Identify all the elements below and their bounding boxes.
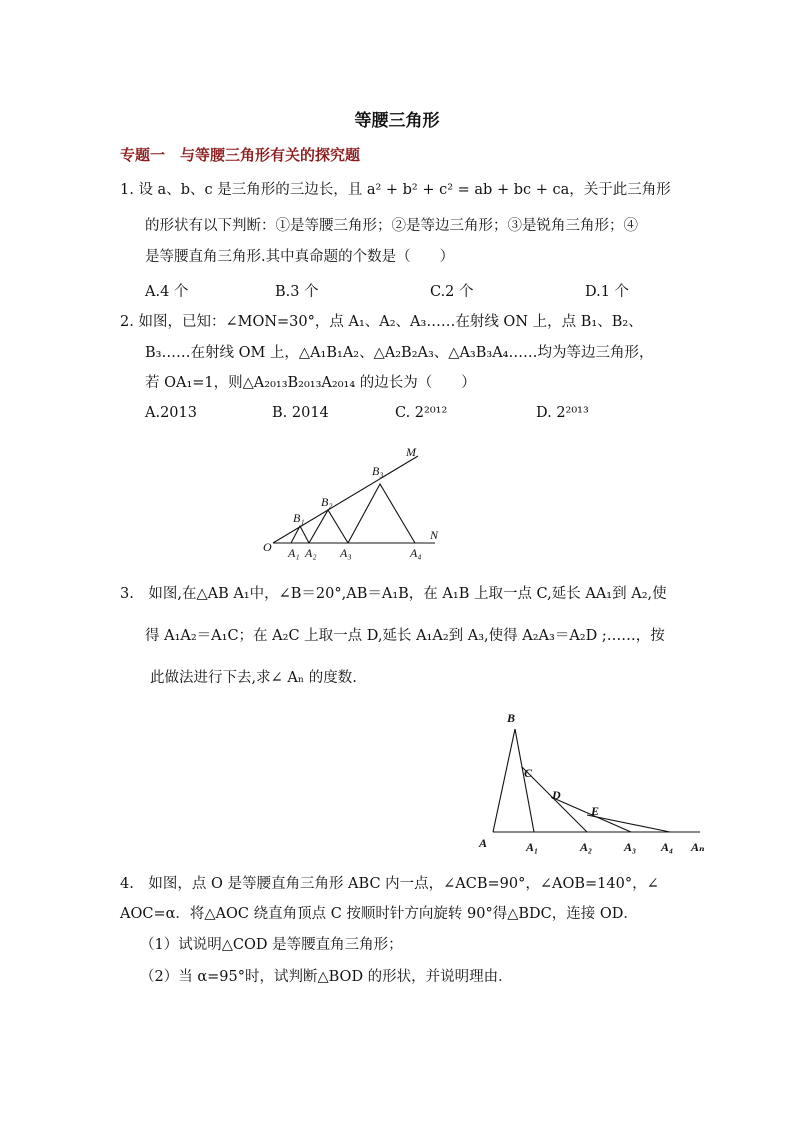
q3-line-2: 得 A₁A₂＝A₁C；在 A₂C 上取一点 D,延长 A₁A₂到 A₃,使得 A₂A₃＝A₂D ;……，按: [145, 628, 665, 644]
q4-line-1: 4. 如图，点 O 是等腰直角三角形 ABC 内一点，∠ACB=90°，∠AOB=140°，∠: [120, 876, 659, 892]
label-e: E: [591, 804, 600, 818]
label-b1: B₁: [293, 511, 305, 525]
label-o: O: [263, 540, 272, 554]
label-a3: A₃: [340, 546, 352, 560]
label-a2: A₂: [580, 840, 593, 854]
q2-line-2: B₃……在射线 OM 上，△A₁B₁A₂、△A₂B₂A₃、△A₃B₃A₄……均为等边三角形，: [145, 345, 654, 361]
q1-option-c: C.2 个: [430, 284, 474, 300]
label-a1: A₁: [288, 546, 300, 560]
label-b3: B₃: [372, 464, 384, 478]
q1-line-2: 的形状有以下判断：①是等腰三角形；②是等边三角形；③是锐角三角形；④: [145, 218, 638, 234]
q3-figure: [475, 705, 720, 863]
label-c: C: [524, 766, 533, 780]
q1-option-d: D.1 个: [585, 284, 630, 300]
label-b2: B₂: [321, 495, 333, 509]
q4-sub-2: （2）当 α=95°时，试判断△BOD 的形状，并说明理由．: [140, 969, 513, 985]
q3-line-1: 3. 如图,在△AB A₁中，∠B＝20°,AB＝A₁B，在 A₁B 上取一点 C,延长 AA₁到 A₂,使: [120, 586, 667, 602]
label-b: B: [507, 711, 516, 725]
label-a1: A₁: [526, 840, 539, 854]
ray-om: [273, 456, 418, 543]
q2-option-a: A.2013: [145, 405, 197, 421]
triangle-a3b3a4: [348, 484, 415, 543]
segment-ba1: [515, 729, 534, 832]
label-a4: A₄: [410, 546, 422, 560]
triangle-a2b2a3: [309, 510, 348, 543]
triangle-a1b1a2: [291, 526, 309, 543]
segment-ea4: [587, 815, 670, 832]
q4-line-2: AOC=α．将△AOC 绕直角顶点 C 按顺时针方向旋转 90°得△BDC，连接 OD．: [120, 906, 638, 922]
q1-line-1: 1. 设 a、b、c 是三角形的三边长，且 a² + b² + c² = ab + bc + ca，关于此三角形: [120, 182, 671, 198]
q2-figure: [255, 440, 455, 565]
label-a4: A₄: [661, 840, 674, 854]
label-n: N: [430, 528, 439, 542]
q2-option-c: C. 2²⁰¹²: [395, 405, 448, 421]
q1-line-3: 是等腰直角三角形.其中真命题的个数是（ ）: [145, 249, 455, 265]
q2-option-d: D. 2²⁰¹³: [536, 405, 589, 421]
label-a2: A₂: [305, 546, 317, 560]
label-m: M: [406, 445, 416, 459]
q1-option-b: B.3 个: [275, 284, 319, 300]
label-a: A: [479, 836, 488, 850]
segment-ab: [493, 729, 515, 832]
page-title: 等腰三角形: [354, 111, 440, 131]
section-heading: 专题一 与等腰三角形有关的探究题: [120, 146, 361, 164]
q2-line-1: 2. 如图，已知：∠MON=30°，点 A₁、A₂、A₃……在射线 ON 上，点 B₁、B₂、: [120, 314, 643, 330]
q3-line-3: 此做法进行下去,求∠ Aₙ 的度数.: [150, 670, 357, 686]
q2-option-b: B. 2014: [272, 405, 329, 421]
q1-option-a: A.4 个: [145, 284, 189, 300]
q4-sub-1: （1）试说明△COD 是等腰直角三角形；: [140, 937, 403, 953]
label-a3: A₃: [624, 840, 637, 854]
q2-line-3: 若 OA₁=1，则△A₂₀₁₃B₂₀₁₃A₂₀₁₄ 的边长为（ ）: [145, 375, 476, 391]
label-d: D: [552, 788, 561, 802]
label-an: Aₙ: [691, 840, 705, 854]
